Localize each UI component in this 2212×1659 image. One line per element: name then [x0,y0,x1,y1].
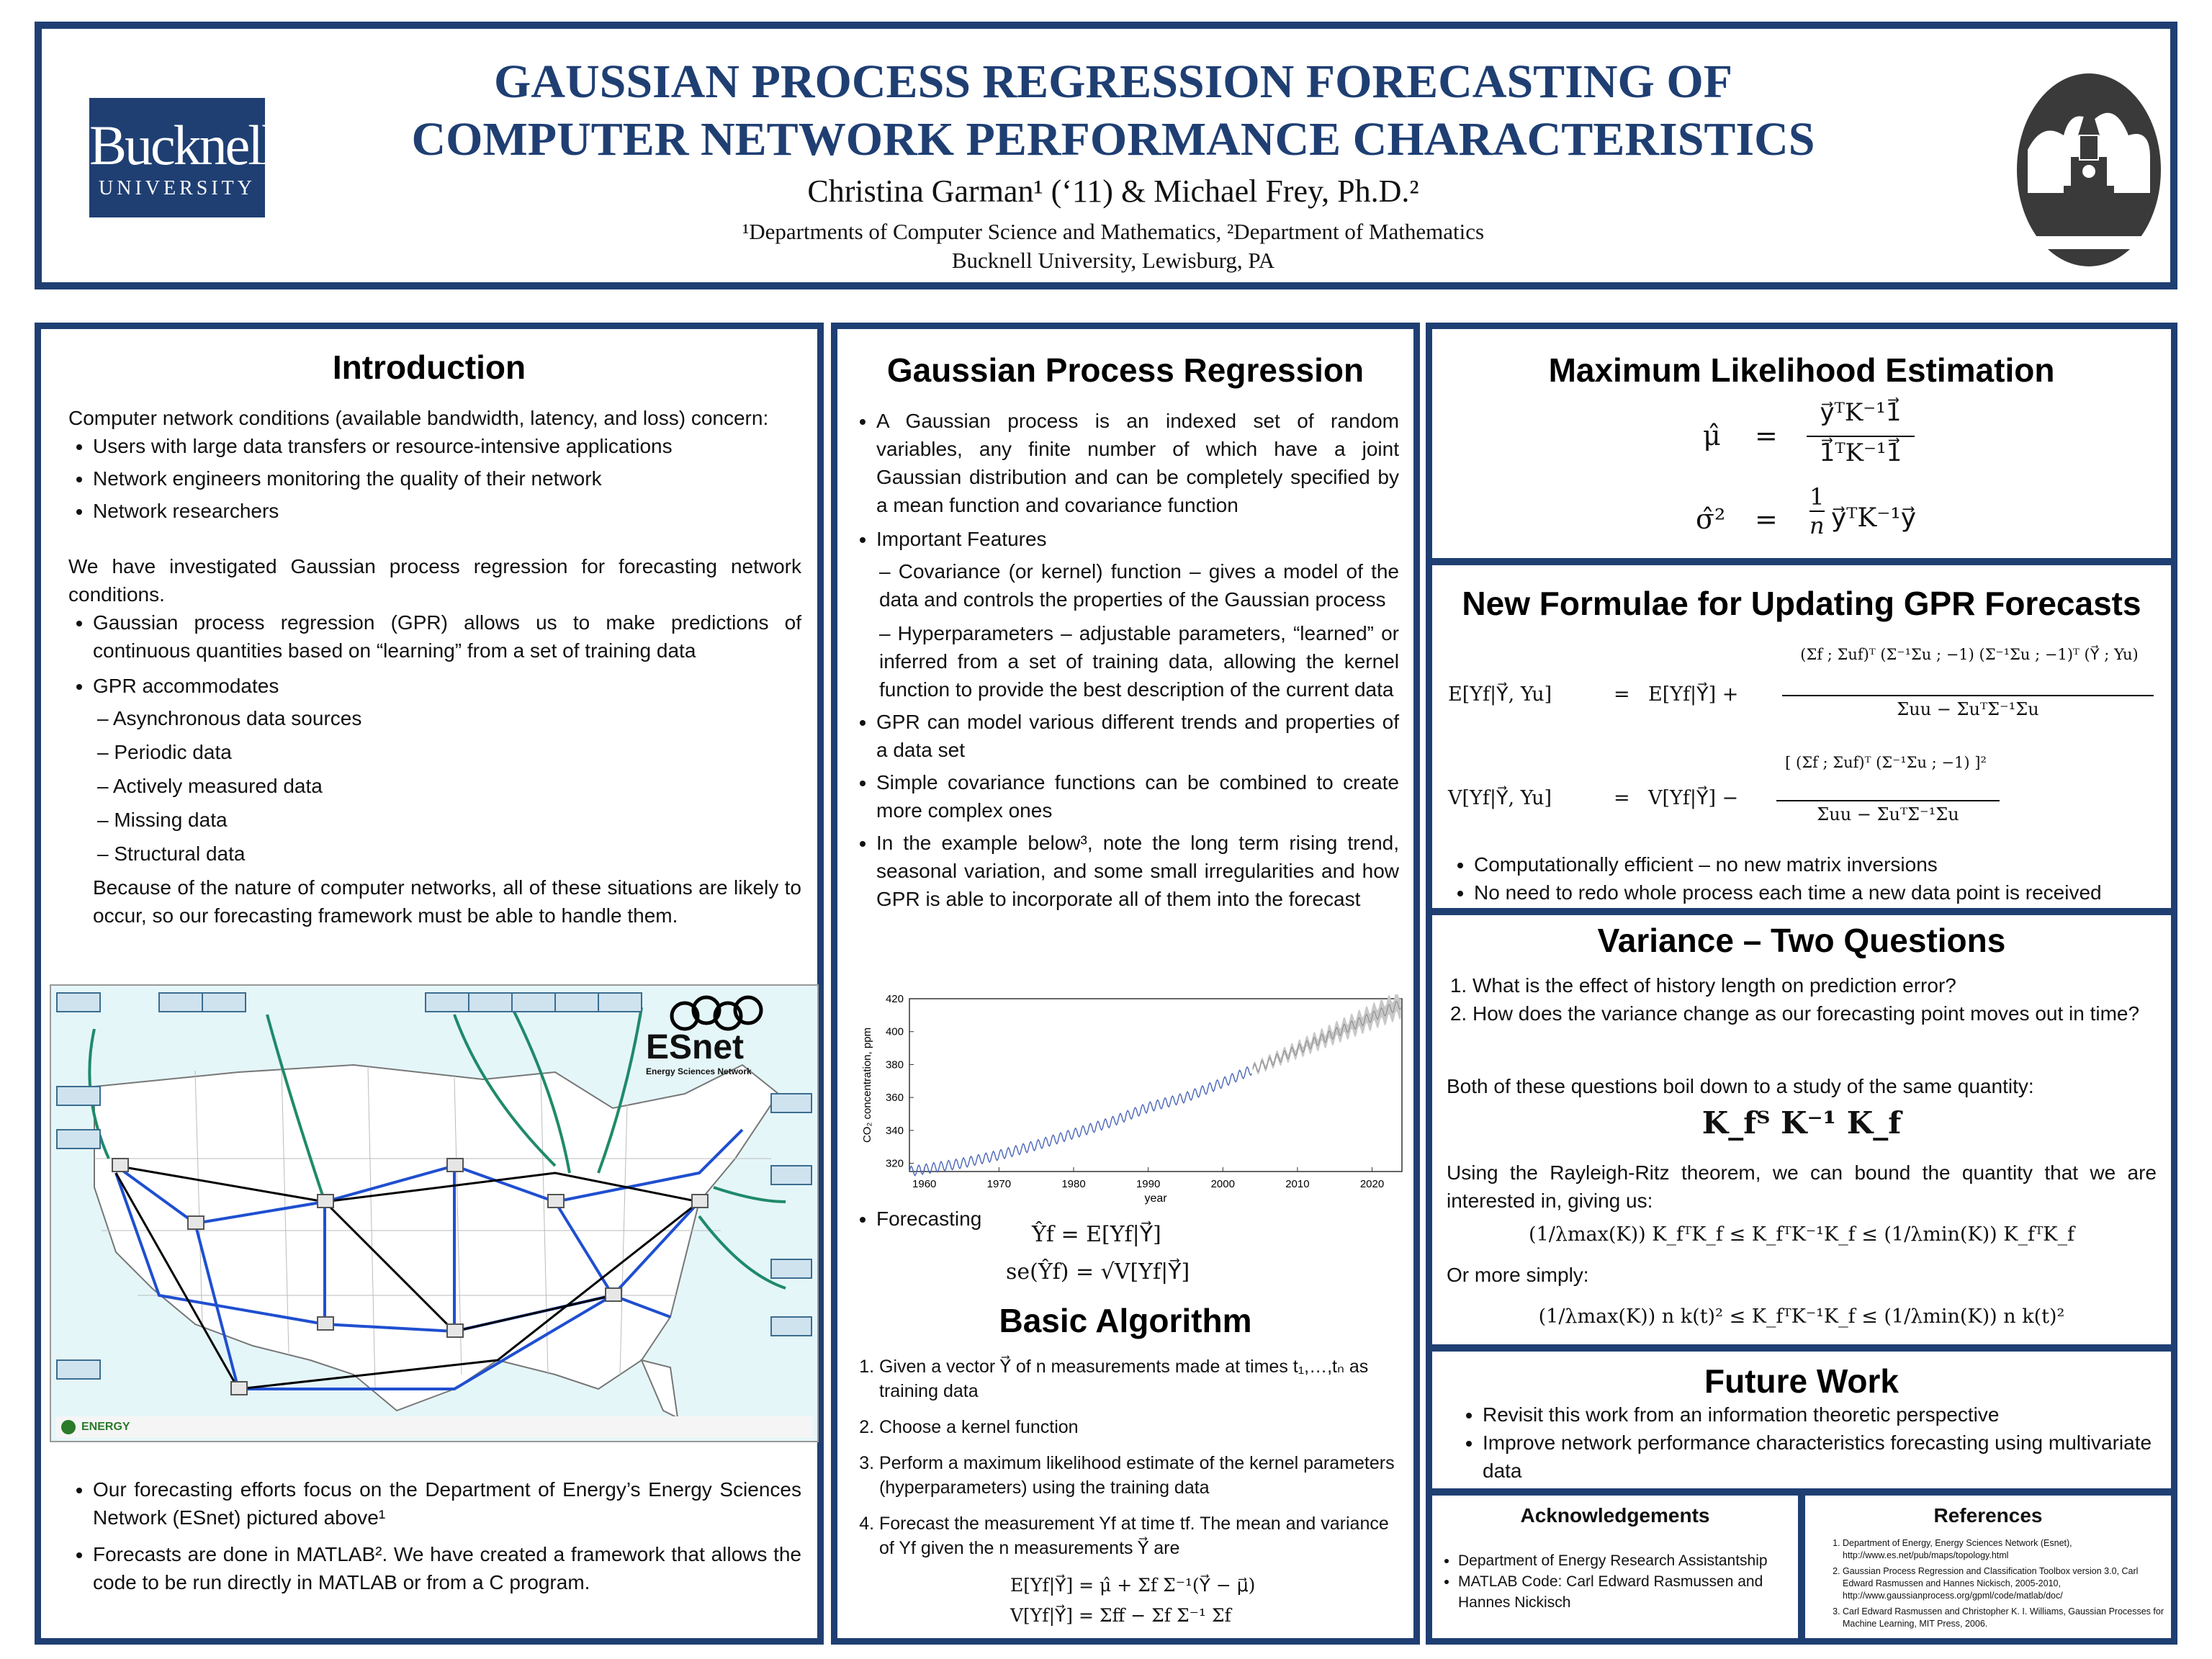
gpr-heading: Gaussian Process Regression [886,351,1364,389]
plot-area [909,999,1402,1172]
new-formulae-panel [1426,559,2177,914]
title-line-1: GAUSSIAN PROCESS REGRESSION FORECASTING OF [493,55,1733,108]
sigma-rhs: y⃗ᵀK⁻¹y⃗ [1831,503,1917,533]
reference-item: 2. Gaussian Process Regression and Classification Toolbox version 3.0, Carl Edward Rasmussen and Hannes Nickisch, 2005-2010, http://www.gaussianprocess.org/gpml/code/matlab/doc/ [1843,1565,2164,1602]
bound-inequality-2: (1/λmax(K)) n k(t)² ≤ K_fᵀK⁻¹K_f ≤ (1/λmin(K)) n k(t)² [1538,1305,2065,1328]
focus-bullet: • Our forecasting efforts focus on the Department of Energy’s Energy Sciences Network (ESnet) pictured above¹ [93,1475,801,1532]
gpr-bullets-2 [852,708,1399,913]
hyperparameters-item: – Hyperparameters – adjustable parameters, “learned” or inferred from a set of training data, allowing the kernel function to provide the best description of the current data [879,619,1399,703]
introduction-body [68,404,801,930]
sigma-lhs: σ̂² [1696,503,1726,535]
variance-bar [1776,800,2000,801]
mle-heading: Maximum Likelihood Estimation [1548,351,2055,389]
sigma-fraction: 1 n [1809,483,1825,539]
algorithm-step: 3. Perform a maximum likelihood estimate of the kernel parameters (hyperparameters) using the training data [879,1451,1401,1500]
variance-heading: Variance – Two Questions [1597,922,2006,959]
variance-panel [1426,909,2177,1351]
x-tick-label: 2010 [1285,1178,1310,1190]
introduction-panel [35,323,824,1645]
variance-denominator: Σuu − ΣuᵀΣ⁻¹Σu [1817,804,1959,824]
concern-list [68,432,801,525]
accommodates-bullet: • GPR accommodates [93,672,801,700]
location: Bucknell University, Lewisburg, PA [951,248,1275,273]
sigma-equals: = [1755,503,1778,535]
variance-lhs: V[Yf|Y⃗, Yu] [1448,787,1552,809]
y-tick-label: 360 [885,1092,904,1105]
acknowledgements-panel [1426,1489,1804,1645]
expectation-bar [1782,695,2154,696]
intro-paragraph-3: Because of the nature of computer networks, all of these situations are likely to occur, so our forecasting framework must be able to handle them. [93,876,801,927]
expectation-equals: = [1614,683,1630,706]
intro-paragraph-2: We have investigated Gaussian process regression for forecasting network conditions. [68,555,801,606]
future-work-panel [1426,1345,2177,1495]
expectation-lhs: E[Yf|Y⃗, Yu] [1448,683,1552,706]
intro-paragraph-1: Computer network conditions (available bandwidth, latency, and loss) concern: [68,407,769,429]
x-tick-label: 1960 [912,1178,937,1190]
future-work-list [1458,1401,2157,1485]
concern-item: • Users with large data transfers or resource-intensive applications [93,432,801,460]
references-list [1812,1537,2164,1635]
forecast-mean-eq: Ŷf = E[Yf|Y⃗] [1032,1222,1161,1247]
algorithm-step: 4. Forecast the measurement Yf at time tf. The mean and variance of Yf given the n measurements Y⃗ are [879,1511,1401,1560]
x-tick-label: 2000 [1210,1178,1235,1190]
gpr-bullet: • Gaussian process regression (GPR) allows us to make predictions of continuous quantities based on “learning” from a set of training data [93,608,801,665]
esnet-list [68,1475,801,1596]
future-item: • Improve network performance characteristics forecasting using multivariate data [1483,1429,2157,1485]
acknowledgement-item: • MATLAB Code: Carl Edward Rasmussen and Hannes Nickisch [1458,1571,1791,1613]
introduction-bottom [68,1475,801,1601]
bound-inequality-1: (1/λmax(K)) K_fᵀK_f ≤ K_fᵀK⁻¹K_f ≤ (1/λmin(K)) K_fᵀK_f [1529,1223,2074,1246]
example-bullet: • In the example below³, note the long term rising trend, seasonal variation, and some small irregularities and how GPR is able to incorporate all of them into the forecast [876,829,1399,913]
accommodates-item: – Periodic data [97,738,801,766]
accommodates-item: – Missing data [97,806,801,834]
energy-logo-text: ENERGY [81,1421,130,1433]
variance-questions [1447,971,2157,1028]
variance-numerator: [ (Σf ; Σuf)ᵀ (Σ⁻¹Σu ; −1) ]² [1785,754,1987,771]
bucknell-logo [89,98,275,217]
gpr-panel [831,323,1420,1645]
x-tick-label: 1990 [1136,1178,1161,1190]
y-axis-label: CO₂ concentration, ppm [861,1027,873,1143]
esnet-map [50,984,819,1442]
references-panel [1799,1489,2177,1645]
no-redo-bullet: • No need to redo whole process each time a new data point is received [1474,878,2157,907]
algorithm-step: 1. Given a vector Y⃗ of n measurements made at times t₁,…,tₙ as training data [879,1354,1401,1403]
algorithm-step: 2. Choose a kernel function [879,1415,1401,1439]
expectation-numerator: (Σf ; Σuf)ᵀ (Σ⁻¹Σu ; −1) (Σ⁻¹Σu ; −1)ᵀ (Y⃗ ; Yu) [1800,646,2139,663]
accommodates-item: – Asynchronous data sources [97,704,801,732]
variance-rhs: V[Yf|Y⃗] − [1648,787,1739,809]
y-tick-label: 340 [885,1124,904,1137]
variance-paragraph-1: Both of these questions boil down to a study of the same quantity: [1447,1075,2034,1097]
features-bullet: • Important Features [876,525,1399,553]
gpr-body [852,407,1399,917]
forecasting-block [852,1205,1406,1305]
posterior-mean-eq: E[Yf|Y⃗] = μ̂ + Σf Σ⁻¹(Y⃗ − μ⃗) [1010,1575,1256,1596]
y-tick-label: 380 [885,1058,904,1071]
gpr-definition: • A Gaussian process is an indexed set of random variables, any finite number of which have a joint Gaussian distribution and can be completely specified by a mean function and covariance function [876,407,1399,519]
features-list [879,557,1399,703]
accommodates-item: – Actively measured data [97,772,801,800]
algorithm-steps [850,1354,1401,1565]
gpr-list [68,608,801,700]
header-banner [35,22,2177,289]
acknowledgements-list [1442,1550,1791,1613]
mle-panel [1426,323,2177,565]
y-tick-label: 320 [885,1157,904,1170]
logo-subtitle: UNIVERSITY [99,177,256,199]
reference-item: 3. Carl Edward Rasmussen and Christopher K. I. Williams, Gaussian Processes for Machine Learning, MIT Press, 2006. [1843,1606,2164,1630]
question-2: 2. How does the variance change as our forecasting point moves out in time? [1473,999,2157,1028]
x-tick-label: 1970 [986,1178,1012,1190]
esnet-logo: ESnet [646,1028,745,1066]
expectation-rhs: E[Yf|Y⃗] + [1648,683,1739,706]
expectation-denominator: Σuu − ΣuᵀΣ⁻¹Σu [1897,699,2039,719]
mu-fraction-bar [1807,436,1915,437]
variance-quantity: K_fᵀ K⁻¹ K_f [1701,1105,1902,1141]
accommodates-list [97,704,801,868]
introduction-heading: Introduction [332,349,526,386]
co2-forecast-chart [852,994,1408,1208]
trends-bullet: • GPR can model various different trends and properties of a data set [876,708,1399,764]
acknowledgements-heading: Acknowledgements [1520,1504,1710,1527]
gpr-bullets [852,407,1399,553]
affiliation: ¹Departments of Computer Science and Mathematics, ²Department of Mathematics [742,219,1485,244]
mu-denominator: 1⃗ᵀK⁻¹1⃗ [1819,439,1902,467]
x-tick-label: 1980 [1061,1178,1086,1190]
covariance-item: – Covariance (or kernel) function – gives a model of the data and controls the properties of the Gaussian process [879,557,1399,613]
poster-title [272,53,1954,168]
variance-paragraph-3: Or more simply: [1447,1264,1589,1286]
algorithm-heading: Basic Algorithm [999,1302,1252,1339]
title-line-2: COMPUTER NETWORK PERFORMANCE CHARACTERISTICS [411,113,1815,166]
forecast-se-eq: se(Ŷf) = √V[Yf|Y⃗] [1006,1259,1190,1285]
authors: Christina Garman¹ (‘11) & Michael Frey, Ph.D.² [807,174,1419,209]
forecasting-label: • Forecasting [876,1205,981,1233]
variance-paragraph-2: Using the Rayleigh-Ritz theorem, we can bound the quantity that we are interested in, giving us: [1447,1161,2157,1212]
question-1: 1. What is the effect of history length on prediction error? [1473,971,2157,999]
concern-item: • Network engineers monitoring the quality of their network [93,464,801,493]
efficiency-bullet: • Computationally efficient – no new matrix inversions [1474,850,2157,878]
posterior-variance-eq: V[Yf|Y⃗] = Σff − Σf Σ⁻¹ Σf [1010,1605,1231,1626]
future-item: • Revisit this work from an information theoretic perspective [1483,1401,2157,1429]
mu-numerator: y⃗ᵀK⁻¹1⃗ [1820,398,1902,427]
accommodates-item: – Structural data [97,840,801,868]
mu-lhs: μ̂ [1703,420,1721,451]
references-heading: References [1933,1504,2043,1527]
acknowledgement-item: • Department of Energy Research Assistantship [1458,1550,1791,1571]
x-axis-label: year [1144,1192,1167,1205]
y-tick-label: 400 [885,1025,904,1038]
reference-item: 1. Department of Energy, Energy Sciences Network (Esnet), http://www.es.net/pub/maps/topology.html [1843,1537,2164,1562]
variance-equals: = [1614,787,1630,809]
logo-name: Bucknell [89,114,275,176]
x-tick-label: 2020 [1359,1178,1385,1190]
concern-item: • Network researchers [93,497,801,525]
forecasting-list [852,1205,981,1237]
new-formulae-bullets [1449,850,2157,907]
esnet-logo-subtitle: Energy Sciences Network [646,1066,752,1076]
new-formulae-heading: New Formulae for Updating GPR Forecasts [1462,585,2141,622]
clock-tower-seal [2013,71,2164,269]
future-work-heading: Future Work [1704,1362,1899,1400]
combine-bullet: • Simple covariance functions can be combined to create more complex ones [876,768,1399,824]
matlab-bullet: • Forecasts are done in MATLAB². We have created a framework that allows the code to be run directly in MATLAB or from a C program. [93,1540,801,1596]
y-tick-label: 420 [885,994,904,1005]
mu-equals: = [1755,420,1778,451]
